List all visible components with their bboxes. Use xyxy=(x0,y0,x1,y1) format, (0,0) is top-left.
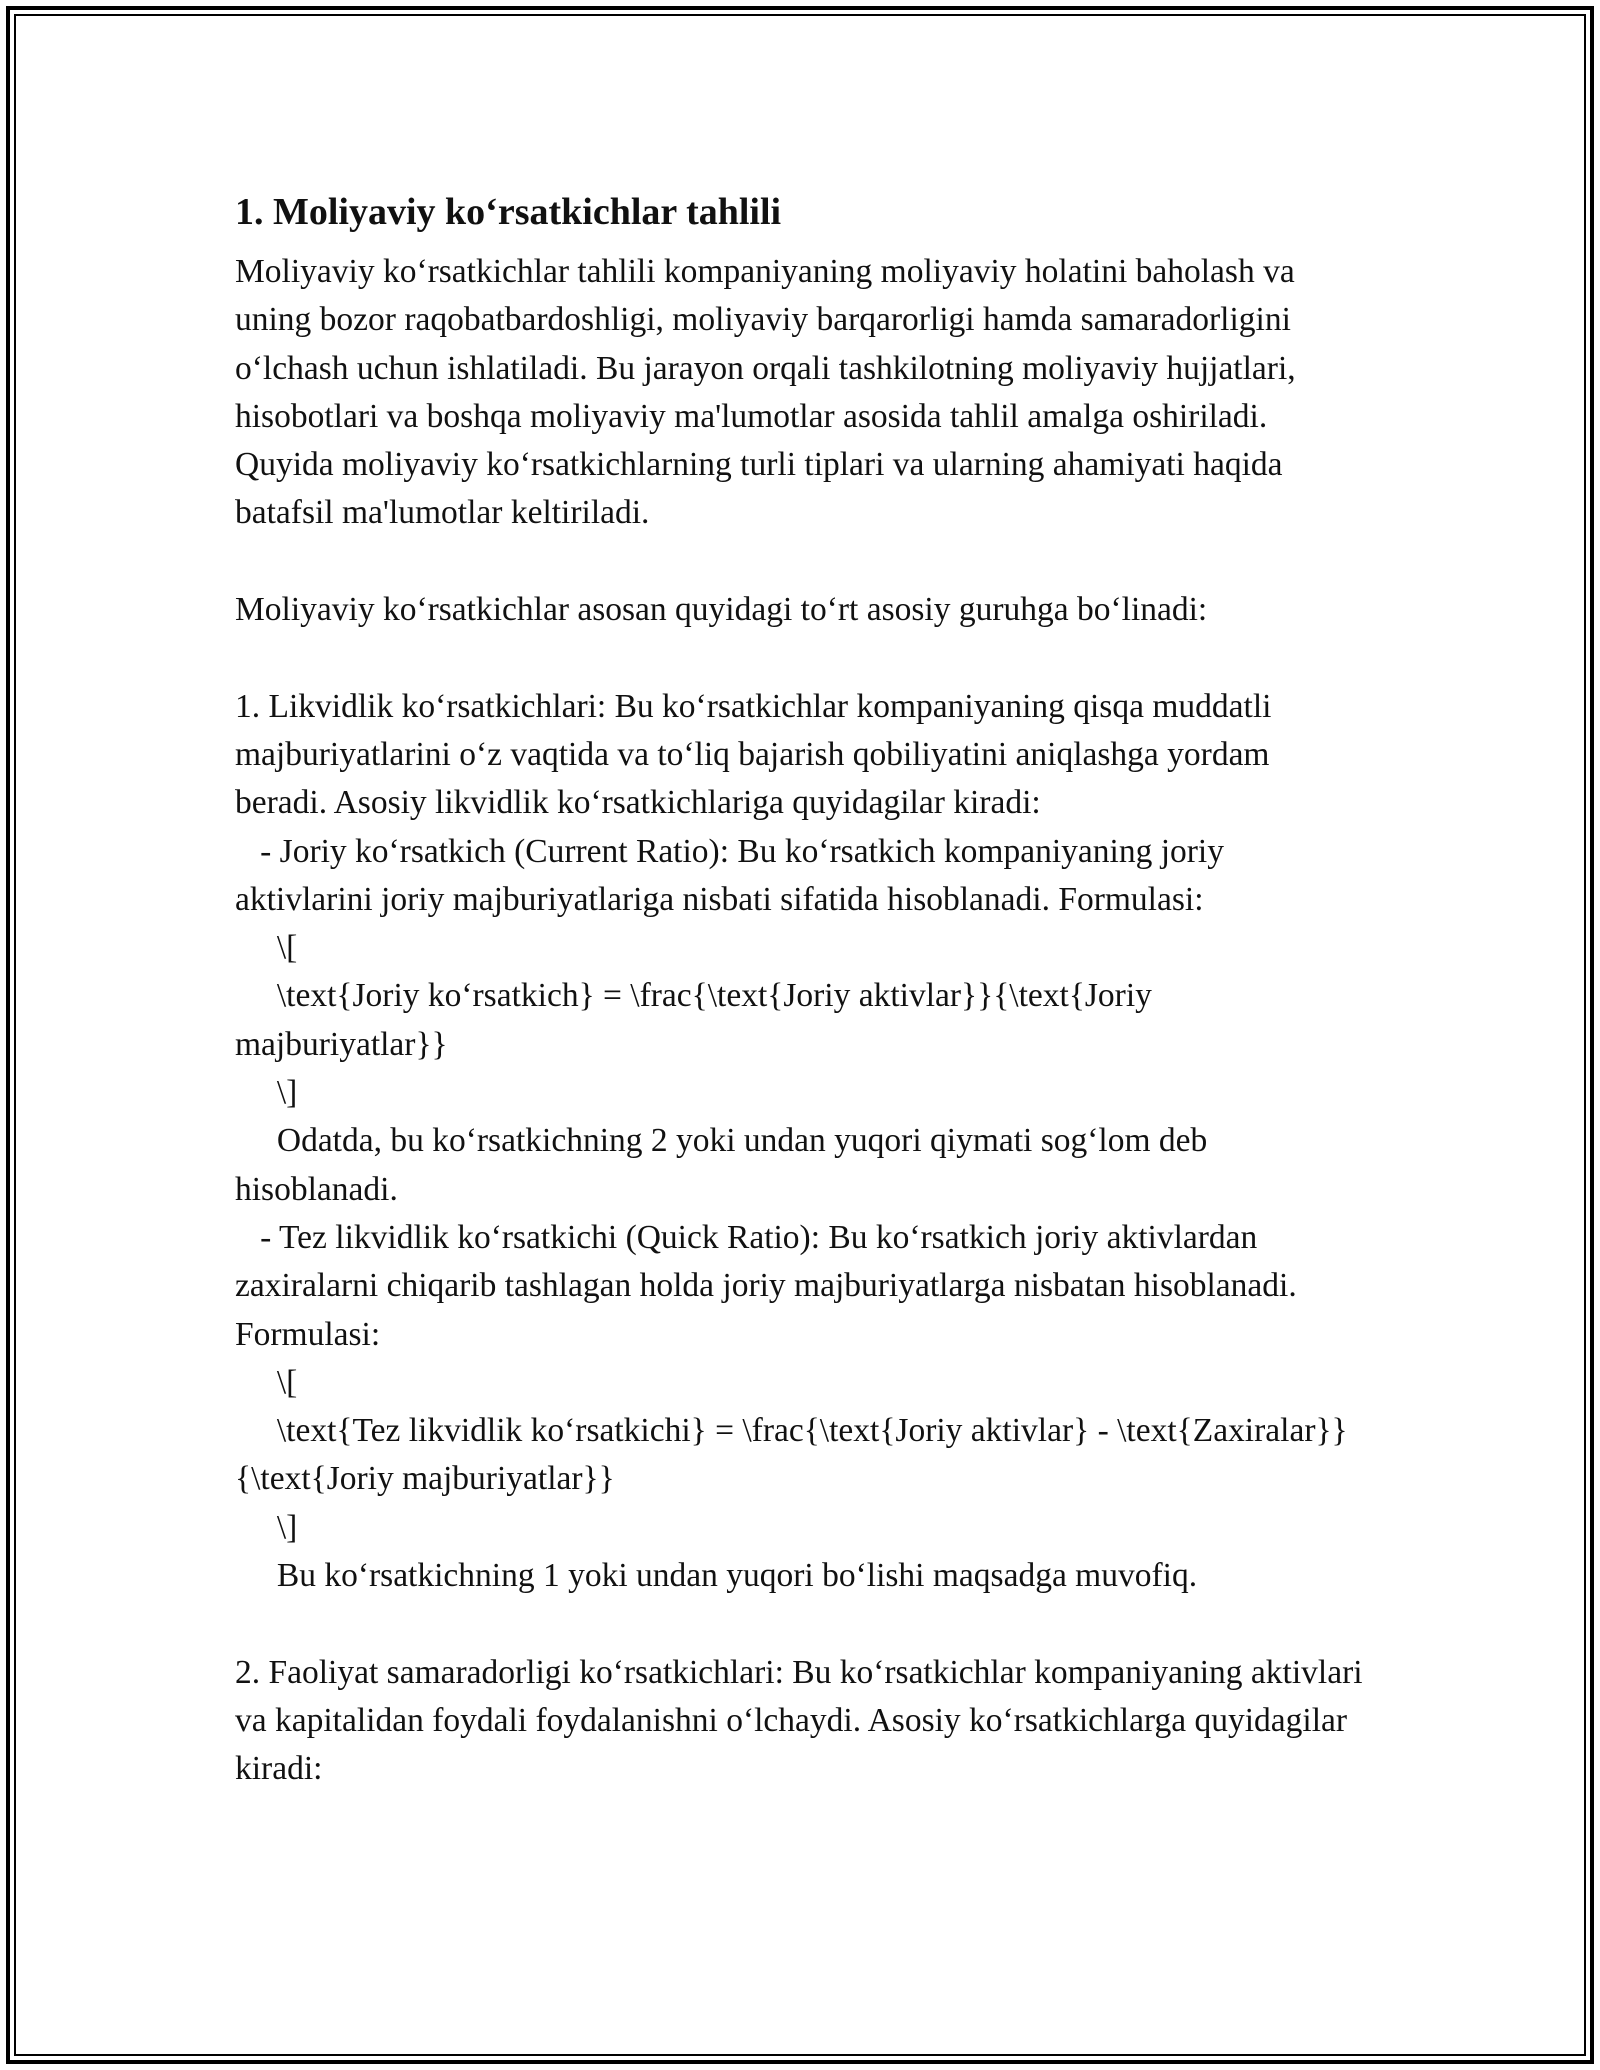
paragraph-gap xyxy=(235,634,1365,682)
current-ratio-formula-close: \] xyxy=(235,1074,298,1112)
quick-ratio-formula-open: \[ xyxy=(235,1363,298,1401)
current-ratio-formula: \text{Joriy ko‘rsatkich} = \frac{\text{Joriy aktivlar}}{\text{Joriy majburiyatlar}} xyxy=(235,977,1161,1063)
current-ratio-formula-open: \[ xyxy=(235,929,298,967)
current-ratio-description: - Joriy ko‘rsatkich (Current Ratio): Bu ko‘rsatkich kompaniyaning joriy aktivlarini joriy majburiyatlariga nisbati sifatida hisoblanadi. Formulasi: xyxy=(235,832,1233,918)
quick-ratio-note: Bu ko‘rsatkichning 1 yoki undan yuqori bo‘lishi maqsadga muvofiq. xyxy=(235,1557,1198,1595)
paragraph-gap xyxy=(235,1600,1365,1648)
intro-paragraph: Moliyaviy ko‘rsatkichlar tahlili kompaniyaning moliyaviy holatini baholash va uning bozor raqobatbardoshligi, moliyaviy barqarorligi hamda samaradorligini o‘lchash uchun ishlatiladi. Bu jarayon orqali tashkilotning moliyaviy hujjatlari, hisobotlari va boshqa moliyaviy ma'lumotlar asosida tahlil amalga oshiriladi. Quyida moliyaviy ko‘rsatkichlarning turli tiplari va ularning ahamiyati haqida batafsil ma'lumotlar keltiriladi. xyxy=(235,253,1305,532)
liquidity-intro-paragraph: 1. Likvidlik ko‘rsatkichlari: Bu ko‘rsatkichlar kompaniyaning qisqa muddatli majburiyatlarini o‘z vaqtida va to‘liq bajarish qobiliyatini aniqlashga yordam beradi. Asosiy likvidlik ko‘rsatkichlariga quyidagilar kiradi: xyxy=(235,687,1280,822)
quick-ratio-formula-close: \] xyxy=(235,1508,298,1546)
quick-ratio-description: - Tez likvidlik ko‘rsatkichi (Quick Ratio): Bu ko‘rsatkich joriy aktivlardan zaxiralarni chiqarib tashlagan holda joriy majburiyatlarga nisbatan hisoblanadi. Formulasi: xyxy=(235,1218,1306,1353)
document-body xyxy=(235,186,1371,1794)
paragraph-gap xyxy=(235,538,1365,586)
efficiency-intro-paragraph: 2. Faoliyat samaradorligi ko‘rsatkichlari: Bu ko‘rsatkichlar kompaniyaning aktivlari va kapitalidan foydali foydalanishni o‘lchaydi. Asosiy ko‘rsatkichlarga quyidagilar kiradi: xyxy=(235,1653,1371,1788)
section-heading: 1. Moliyaviy ko‘rsatkichlar tahlili xyxy=(235,191,782,233)
quick-ratio-formula: \text{Tez likvidlik ko‘rsatkichi} = \frac{\text{Joriy aktivlar} - \text{Zaxiralar}}{\text{Joriy majburiyatlar}} xyxy=(235,1412,1348,1498)
groups-intro-paragraph: Moliyaviy ko‘rsatkichlar asosan quyidagi to‘rt asosiy guruhga bo‘linadi: xyxy=(235,591,1208,629)
current-ratio-note: Odatda, bu ko‘rsatkichning 2 yoki undan yuqori qiymati sog‘lom deb hisoblanadi. xyxy=(235,1122,1216,1208)
